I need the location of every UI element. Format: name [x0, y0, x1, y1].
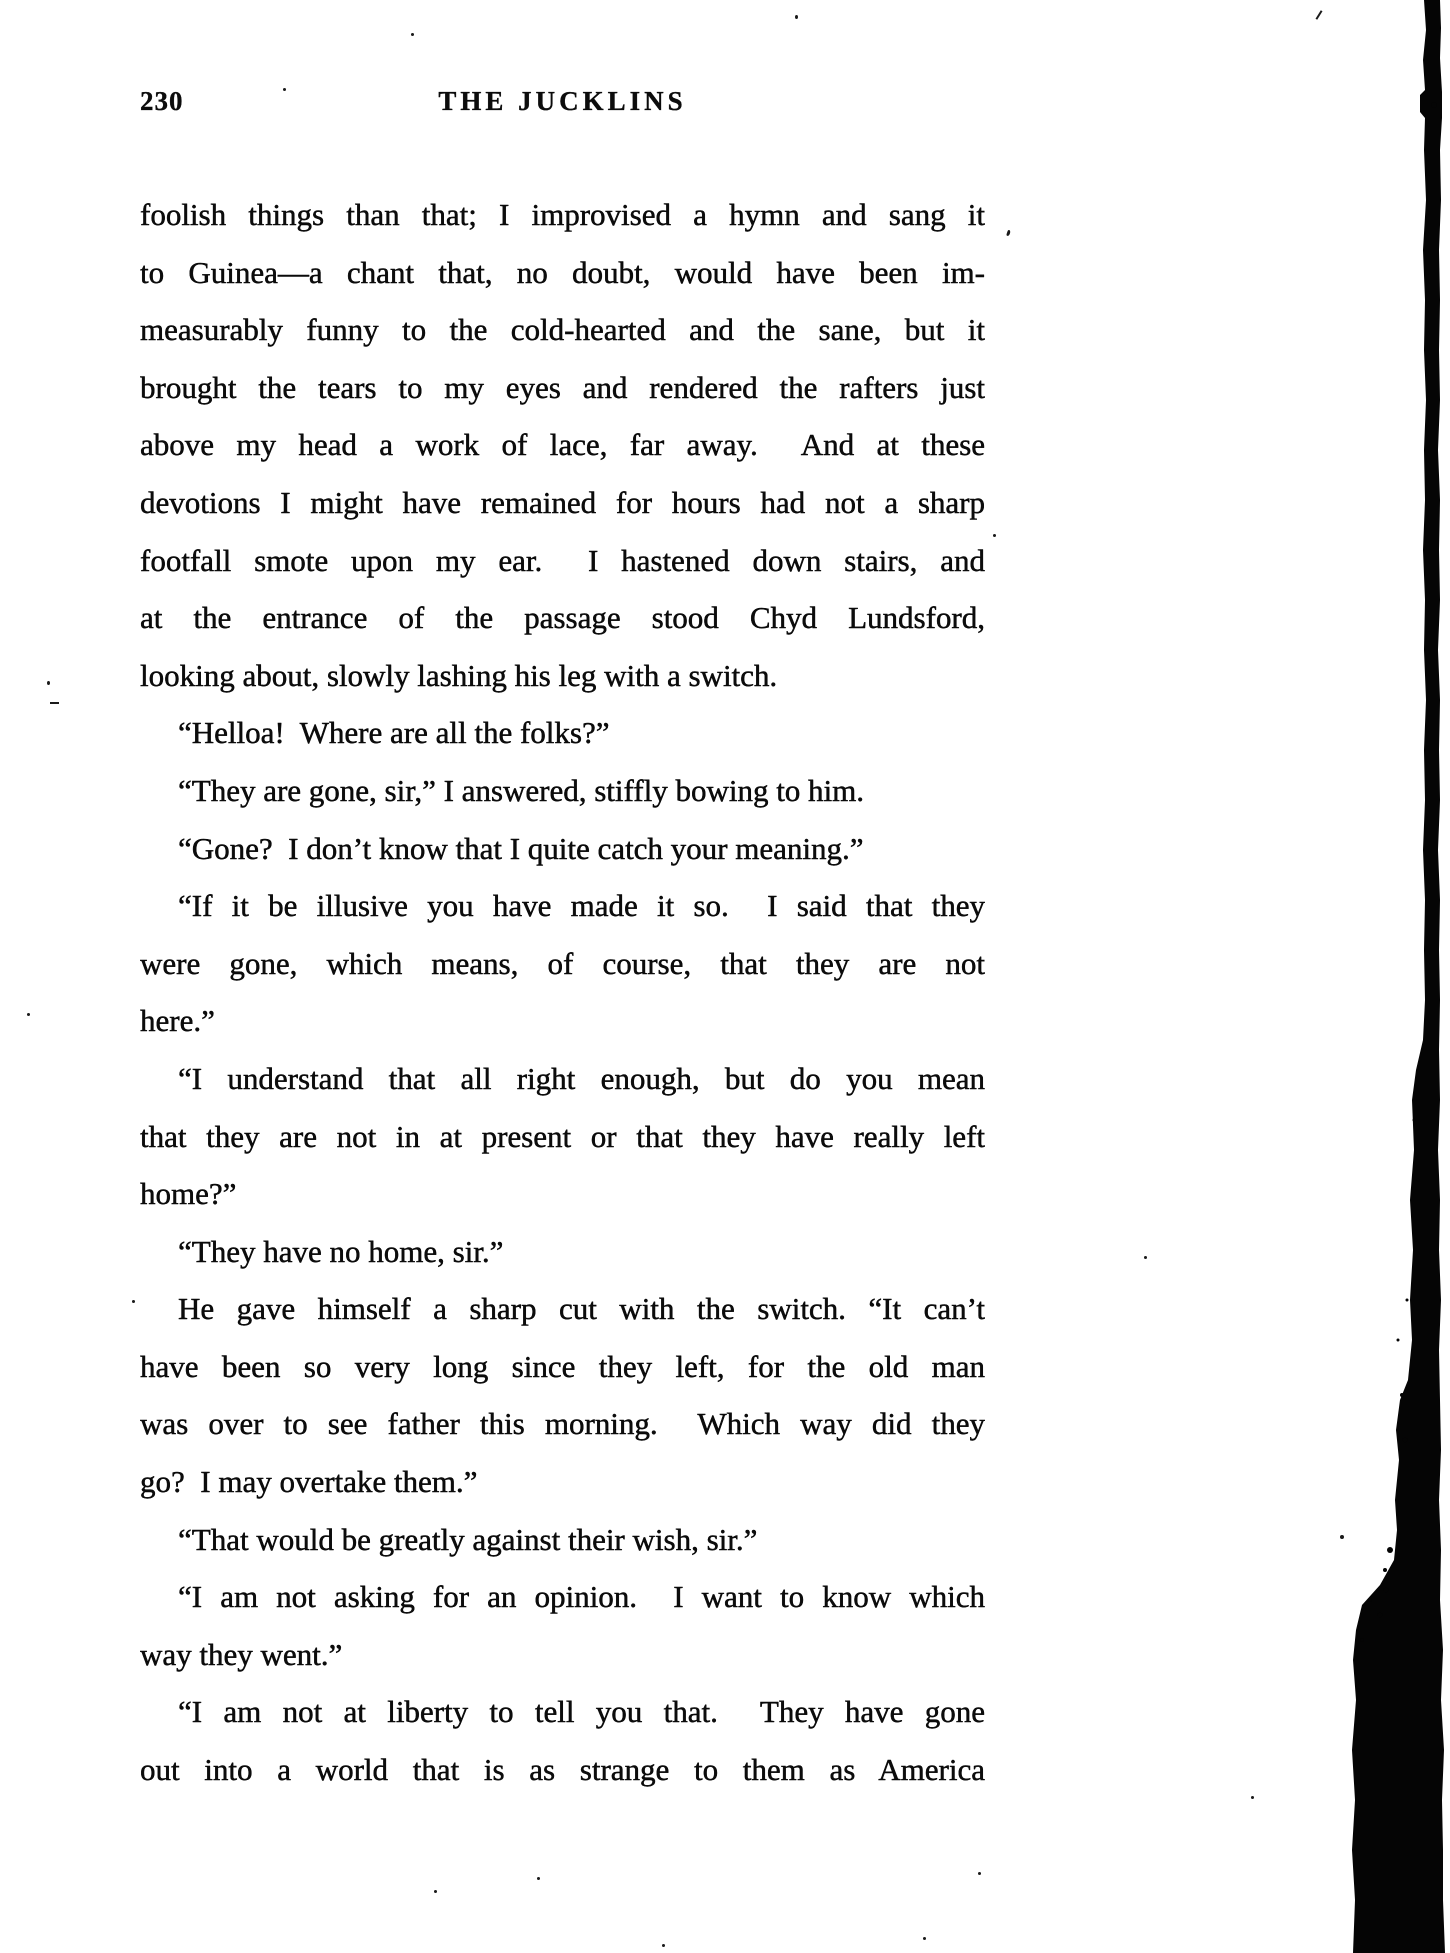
scan-speck: [283, 88, 286, 91]
scan-speck: [537, 1877, 540, 1880]
scan-speck: [1251, 1796, 1254, 1799]
text-line: here.”: [140, 1003, 215, 1039]
scan-speck: [795, 15, 798, 19]
text-line: above my head a work of lace, far away. And at these: [140, 427, 985, 463]
scan-binding-artifact: [1350, 0, 1450, 1953]
text-line: “I am not asking for an opinion. I want to know which: [178, 1579, 985, 1615]
page-body: [140, 186, 985, 1799]
text-line: “If it be illusive you have made it so. I said that they: [178, 888, 985, 924]
text-line: “I am not at liberty to tell you that. They have gone: [178, 1694, 985, 1730]
text-line: was over to see father this morning. Which way did they: [140, 1406, 985, 1442]
text-line: at the entrance of the passage stood Chyd Lundsford,: [140, 600, 985, 636]
text-line: were gone, which means, of course, that they are not: [140, 945, 985, 981]
text-line: “I understand that all right enough, but do you mean: [178, 1060, 985, 1096]
text-line: “Helloa! Where are all the folks?”: [178, 715, 610, 751]
text-line: brought the tears to my eyes and rendered the rafters just: [140, 369, 985, 405]
text-line: go? I may overtake them.”: [140, 1464, 478, 1500]
scan-speck: [1144, 1256, 1147, 1259]
scan-speck: [978, 1872, 981, 1875]
scan-speck: [132, 1300, 135, 1303]
text-line: looking about, slowly lashing his leg with a switch.: [140, 657, 778, 693]
scan-speck: [993, 534, 996, 537]
page-number: 230: [140, 86, 184, 116]
text-line: out into a world that is as strange to them as America: [140, 1752, 985, 1788]
text-line: devotions I might have remained for hours had not a sharp: [140, 484, 985, 520]
text-line: home?”: [140, 1176, 237, 1212]
scan-speck: [662, 1944, 665, 1947]
scan-speck: [1316, 10, 1323, 20]
text-line: have been so very long since they left, for the old man: [140, 1348, 985, 1384]
scan-speck: [47, 681, 50, 685]
text-line: that they are not in at present or that they have really left: [140, 1118, 985, 1154]
text-line: “Gone? I don’t know that I quite catch your meaning.”: [178, 830, 864, 866]
text-line: He gave himself a sharp cut with the switch. “It can’t: [178, 1291, 985, 1327]
scan-speck: [411, 33, 414, 36]
text-line: to Guinea—a chant that, no doubt, would have been im-: [140, 254, 985, 290]
scan-speck: [27, 1013, 30, 1016]
text-line: way they went.”: [140, 1636, 343, 1672]
text-line: “That would be greatly against their wish, sir.”: [178, 1521, 758, 1557]
scan-speck: [923, 1937, 926, 1940]
scan-speck: [434, 1890, 437, 1893]
scan-speck: [1006, 230, 1011, 237]
text-line: measurably funny to the cold-hearted and the sane, but it: [140, 312, 985, 348]
text-line: “They are gone, sir,” I answered, stiffly bowing to him.: [178, 772, 865, 808]
running-title: THE JUCKLINS: [438, 86, 687, 116]
scan-speck: [1340, 1535, 1344, 1539]
scan-speck: [50, 702, 59, 704]
text-line: footfall smote upon my ear. I hastened down stairs, and: [140, 542, 985, 578]
text-line: “They have no home, sir.”: [178, 1233, 504, 1269]
text-line: foolish things than that; I improvised a hymn and sang it: [140, 197, 985, 232]
